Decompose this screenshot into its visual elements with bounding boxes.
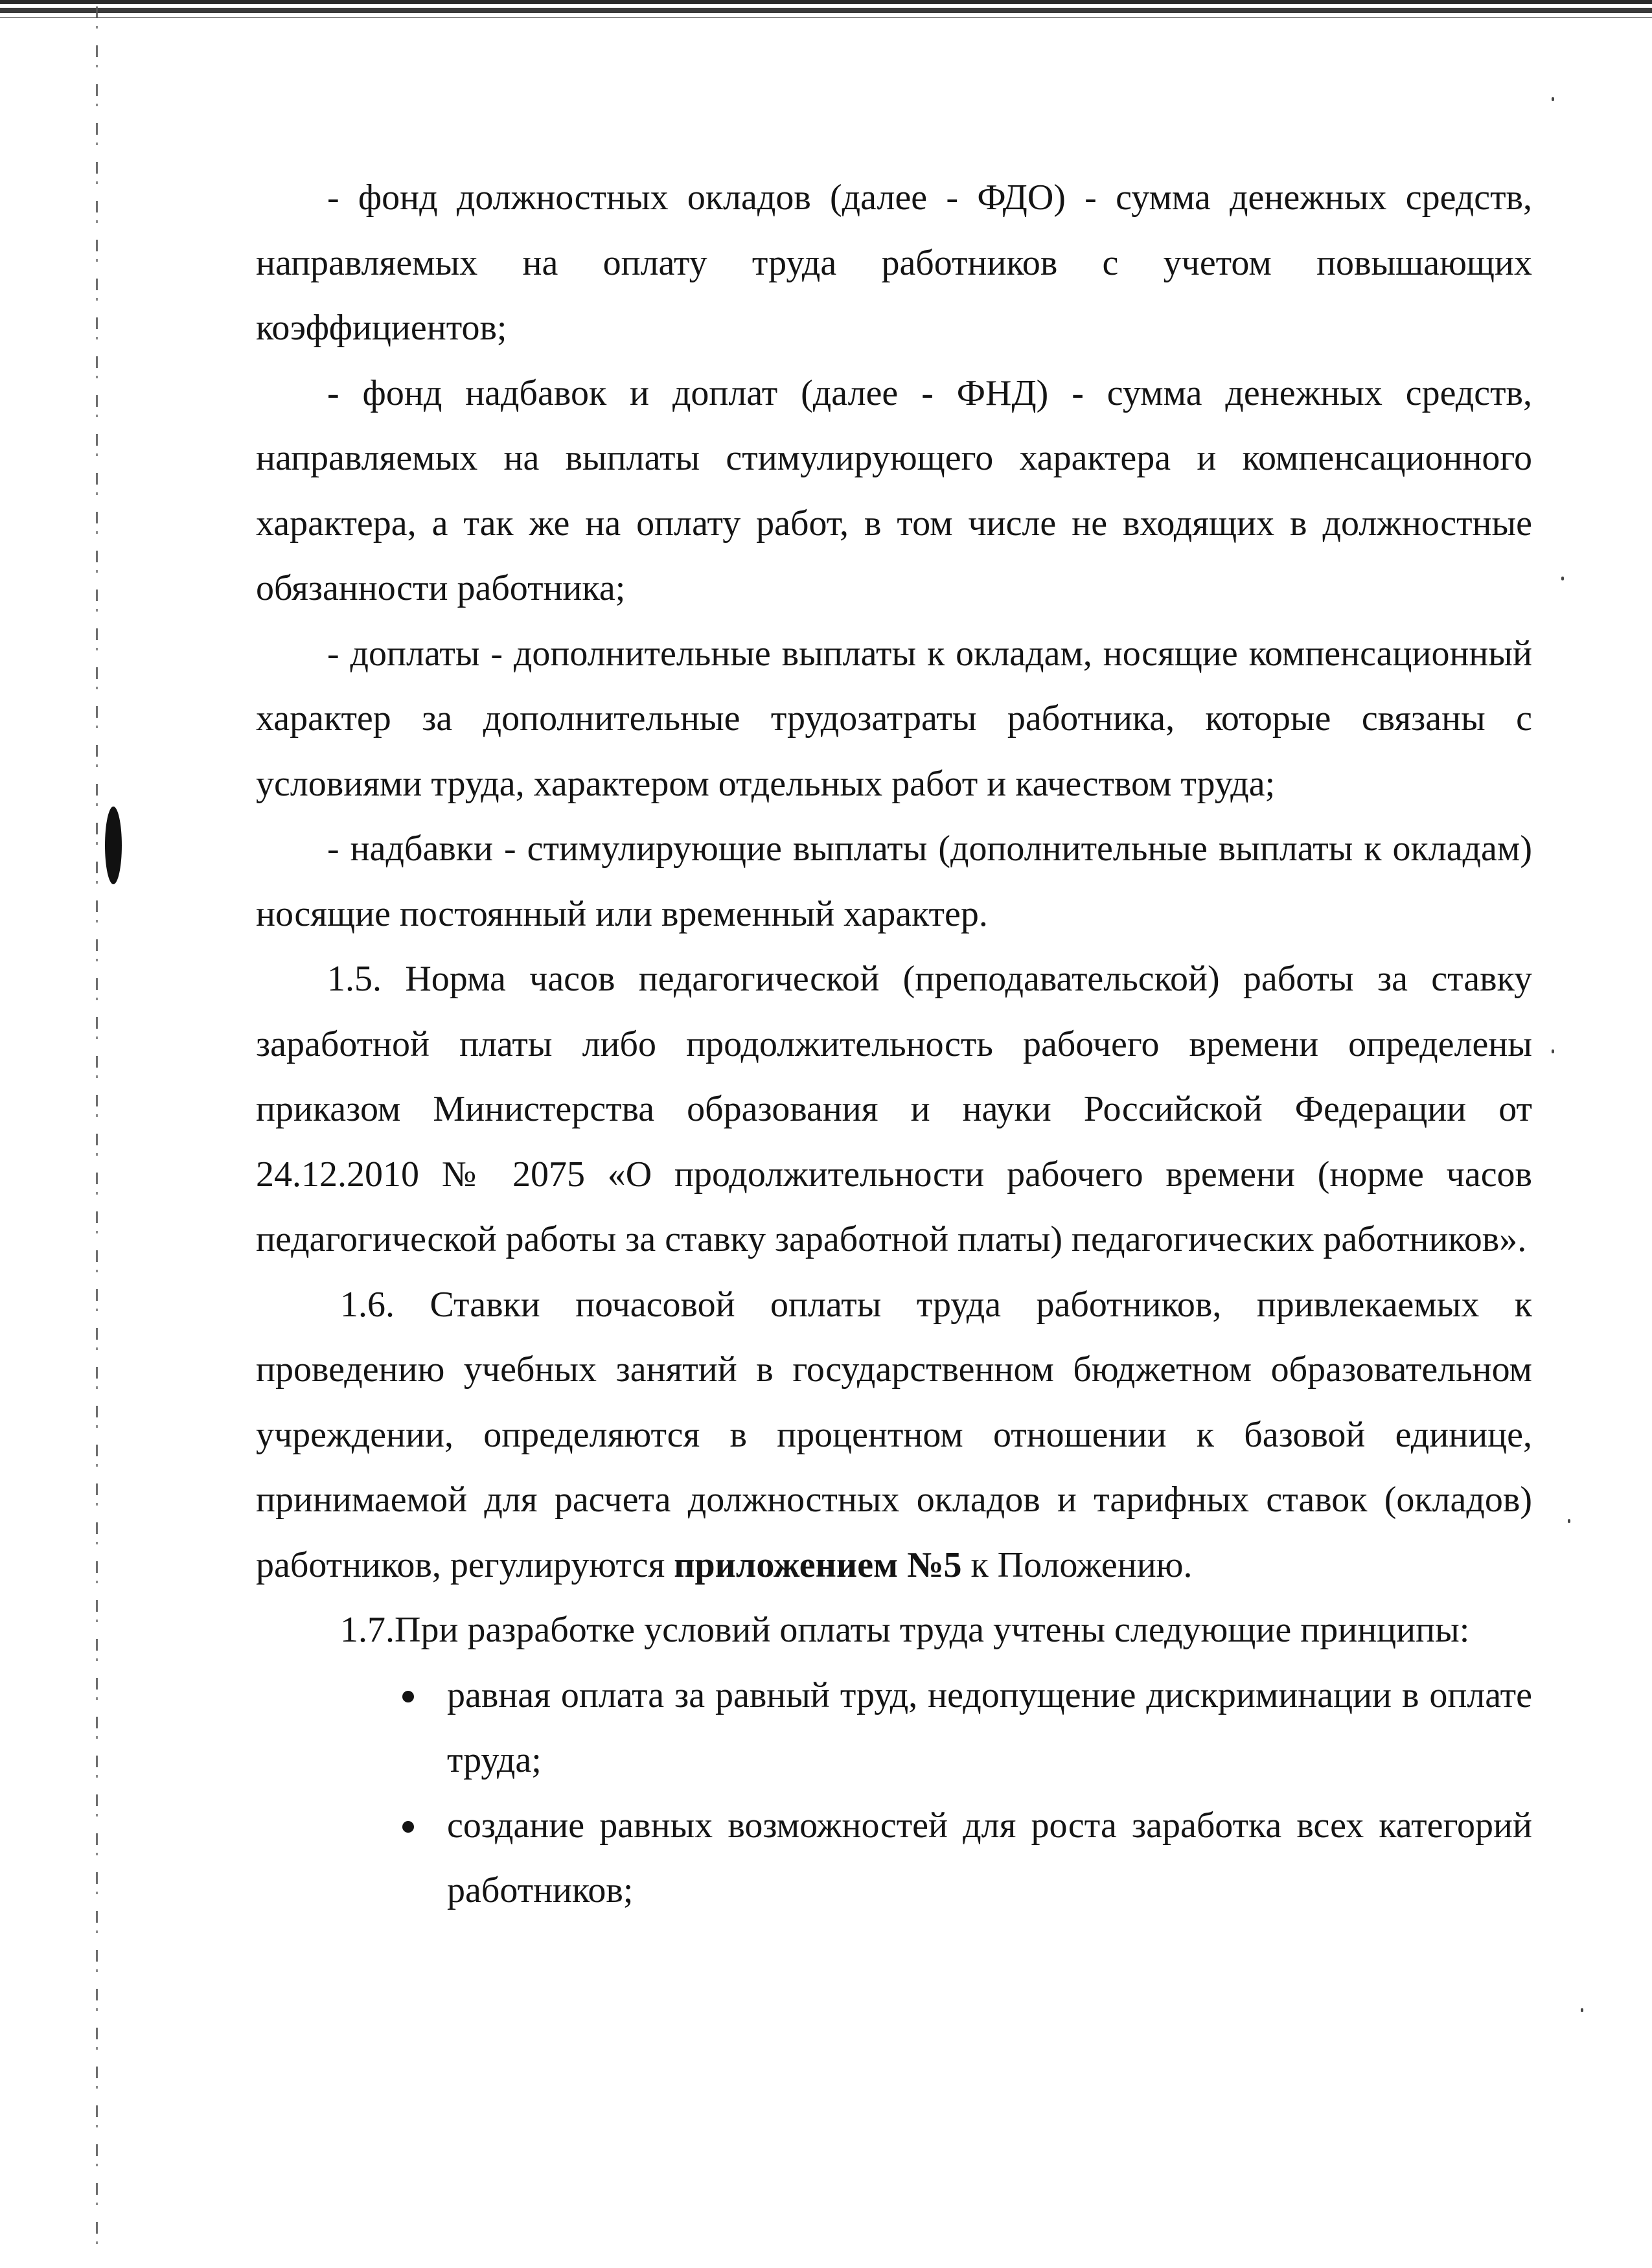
definition-fdo: - фонд должностных окладов (далее - ФДО) - сумма денежных средств, направляемых на оплату труда работников с учетом повышающих коэффициентов; (256, 178, 1532, 348)
list-item (256, 1663, 1532, 1793)
scan-speck (1552, 1049, 1554, 1053)
scan-speck (1552, 97, 1554, 101)
list-item-text: равная оплата за равный труд, недопущение дискриминации в оплате труда; (447, 1675, 1532, 1780)
list-item (256, 1793, 1532, 1923)
definition-nadbavki: - надбавки - стимулирующие выплаты (дополнительные выплаты к окладам) носящие постоянный или временный характер. (256, 829, 1532, 934)
scan-left-edge (96, 6, 98, 2261)
principles-list (256, 1663, 1532, 1923)
clause-1-6-text: 1.6. Ставки почасовой оплаты труда работников, привлекаемых к проведению учебных занятий в государственном бюджетном образовательном учреждении, определяются в процентном отношении к базовой единице, принимаемой для расчета должностных окладов и тарифных ставок (окладов) работников, регулируются (256, 1284, 1532, 1585)
definition-doplaty: - доплаты - дополнительные выплаты к окладам, носящие компенсационный характер за дополнительные трудозатраты работника, которые связаны с условиями труда, характером отдельных работ и качеством труда; (256, 633, 1532, 804)
document-page (256, 165, 1532, 1923)
list-item-text: создание равных возможностей для роста заработка всех категорий работников; (447, 1805, 1532, 1910)
scan-speck (1568, 1519, 1570, 1523)
definition-fnd: - фонд надбавок и доплат (далее - ФНД) - сумма денежных средств, направляемых на выплаты стимулирующего характера и компенсационного характера, а так же на оплату работ, в том числе не входящих в должностные обязанности работника; (256, 372, 1532, 608)
clause-1-7: 1.7.При разработке условий оплаты труда учтены следующие принципы: (340, 1610, 1470, 1650)
scan-ink-blot (105, 807, 122, 884)
bullet-icon (402, 1821, 414, 1833)
clause-1-5: 1.5. Норма часов педагогической (преподавательской) работы за ставку заработной платы либо продолжительность рабочего времени определены приказом Министерства образования и науки Российской Федерации от 24.12.2010 № 2075 «О продолжительности рабочего времени (норме часов педагогической работы за ставку заработной платы) педагогических работников». (256, 959, 1532, 1259)
scan-top-edge (0, 0, 1652, 22)
appendix-reference: приложением №5 (674, 1544, 962, 1585)
clause-1-6-tail: к Положению. (961, 1544, 1193, 1585)
scan-speck (1581, 2008, 1583, 2012)
clause-1-6 (256, 1272, 1532, 1598)
scan-speck (1561, 577, 1564, 580)
bullet-icon (402, 1691, 414, 1702)
